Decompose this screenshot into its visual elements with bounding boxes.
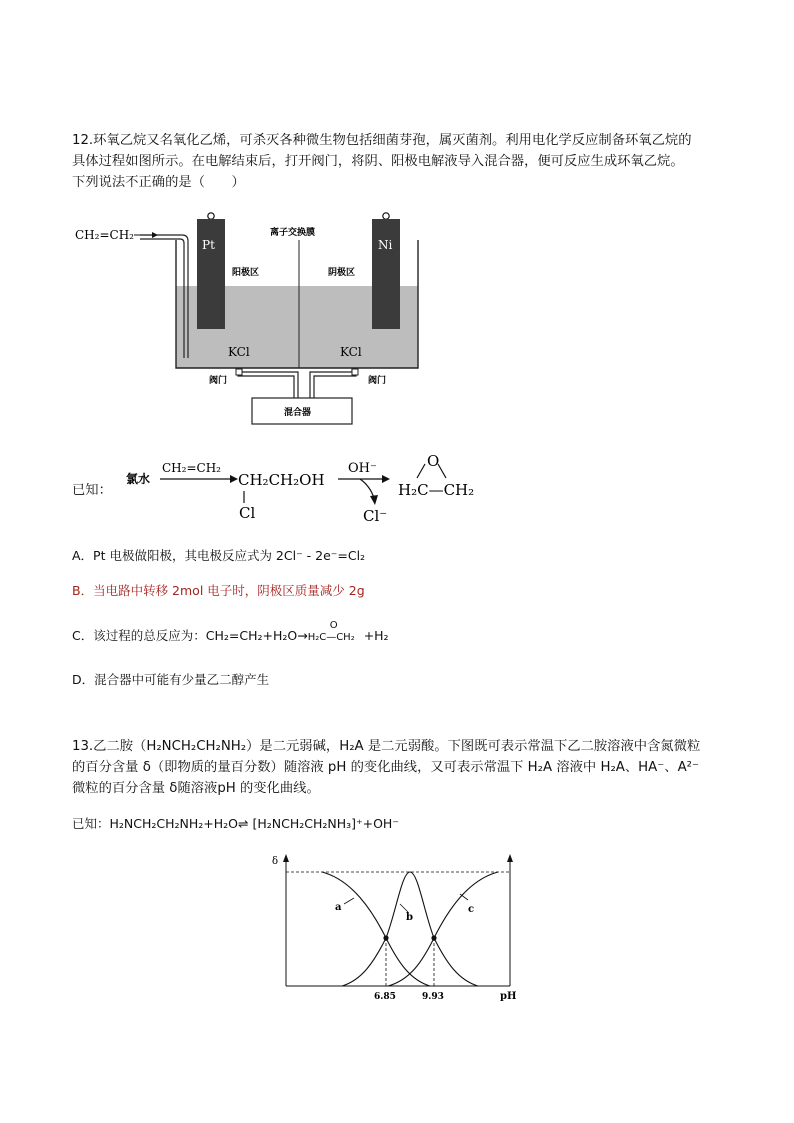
membrane-label: 离子交换膜	[270, 228, 316, 238]
ph-label-9-93: 9.93	[422, 992, 444, 1002]
kcl-left-label: KCl	[228, 345, 250, 359]
q13-line-2: 的百分含量 δ（即物质的量百分数）随溶液 pH 的变化曲线，又可表示常温下 H₂A 溶液中 H₂A、HA⁻、A²⁻	[72, 760, 700, 775]
q13-known: 已知：H₂NCH₂CH₂NH₂+H₂O⇌ [H₂NCH₂CH₂NH₃]⁺+OH⁻	[72, 816, 399, 831]
pt-label: Pt	[202, 238, 215, 252]
curve-b	[342, 872, 478, 986]
reaction-scheme	[120, 450, 500, 530]
ni-electrode	[372, 219, 400, 329]
curve-b-label: b	[406, 912, 413, 923]
pt-electrode	[197, 219, 225, 329]
option-b: B．当电路中转移 2mol 电子时，阴极区质量减少 2g	[72, 583, 365, 598]
ethylene-over-arrow: CH₂=CH₂	[162, 461, 221, 475]
hydroxide-over-arrow: OH⁻	[348, 461, 377, 476]
kcl-right-label: KCl	[340, 345, 362, 359]
y-axis-label: δ	[272, 856, 279, 867]
epoxide-oxygen: O	[427, 452, 440, 470]
chlorine-substituent: Cl	[239, 504, 256, 522]
valve-left	[236, 369, 242, 375]
mixer-label: 混合器	[284, 408, 312, 418]
epoxide-ring: H₂C—CH₂	[398, 481, 475, 499]
q12-line-2: 具体过程如图所示。在电解结束后，打开阀门，将阴、阳极电解液导入混合器，便可反应生成环氧乙烷。	[72, 154, 684, 169]
option-a: A．Pt 电极做阳极，其电极反应式为 2Cl⁻ - 2e⁻=Cl₂	[72, 548, 366, 563]
cathode-zone-label: 阴极区	[328, 268, 356, 278]
curve-c-label: c	[468, 904, 475, 915]
curve-a-label: a	[335, 902, 342, 913]
q12-line-1: 12.环氧乙烷又名氧化乙烯，可杀灭各种微生物包括细菌芽孢，属灭菌剂。利用电化学反应制备环氧乙烷的	[72, 133, 692, 148]
valve-left-label: 阀门	[209, 376, 228, 386]
chlorohydrin: CH₂CH₂OH	[238, 471, 325, 489]
option-c	[72, 620, 389, 644]
valve-right	[352, 369, 358, 375]
x-axis-label: pH	[500, 991, 517, 1002]
ph-label-6-85: 6.85	[374, 992, 396, 1002]
known-label: 已知：	[72, 483, 112, 498]
option-c-text: C．该过程的总反应为：CH₂=CH₂+H₂O→	[72, 628, 308, 643]
option-c-epoxide-o: O	[329, 620, 338, 631]
ni-label: Ni	[378, 238, 393, 252]
q12-line-3: 下列说法不正确的是（ ）	[72, 175, 245, 190]
option-d: D．混合器中可能有少量乙二醇产生	[72, 672, 270, 687]
inlet-gas-label: CH₂=CH₂	[75, 228, 134, 242]
anode-zone-label: 阳极区	[232, 268, 260, 278]
valve-right-label: 阀门	[368, 376, 387, 386]
chlorine-water-label: 氯水	[126, 472, 151, 486]
curve-a	[322, 872, 430, 986]
option-c-epoxide	[307, 620, 364, 644]
option-c-suffix: +H₂	[363, 628, 389, 643]
electrolysis-apparatus	[70, 208, 440, 433]
option-c-epoxide-ring: H₂C—CH₂	[307, 632, 355, 643]
chloride-leaving: Cl⁻	[363, 507, 388, 525]
distribution-chart	[262, 850, 532, 1010]
q13-line-3: 微粒的百分含量 δ随溶液pH 的变化曲线。	[72, 781, 320, 796]
q13-line-1: 13.乙二胺（H₂NCH₂CH₂NH₂）是二元弱碱，H₂A 是二元弱酸。下图既可表示常温下乙二胺溶液中含氮微粒	[72, 739, 701, 754]
